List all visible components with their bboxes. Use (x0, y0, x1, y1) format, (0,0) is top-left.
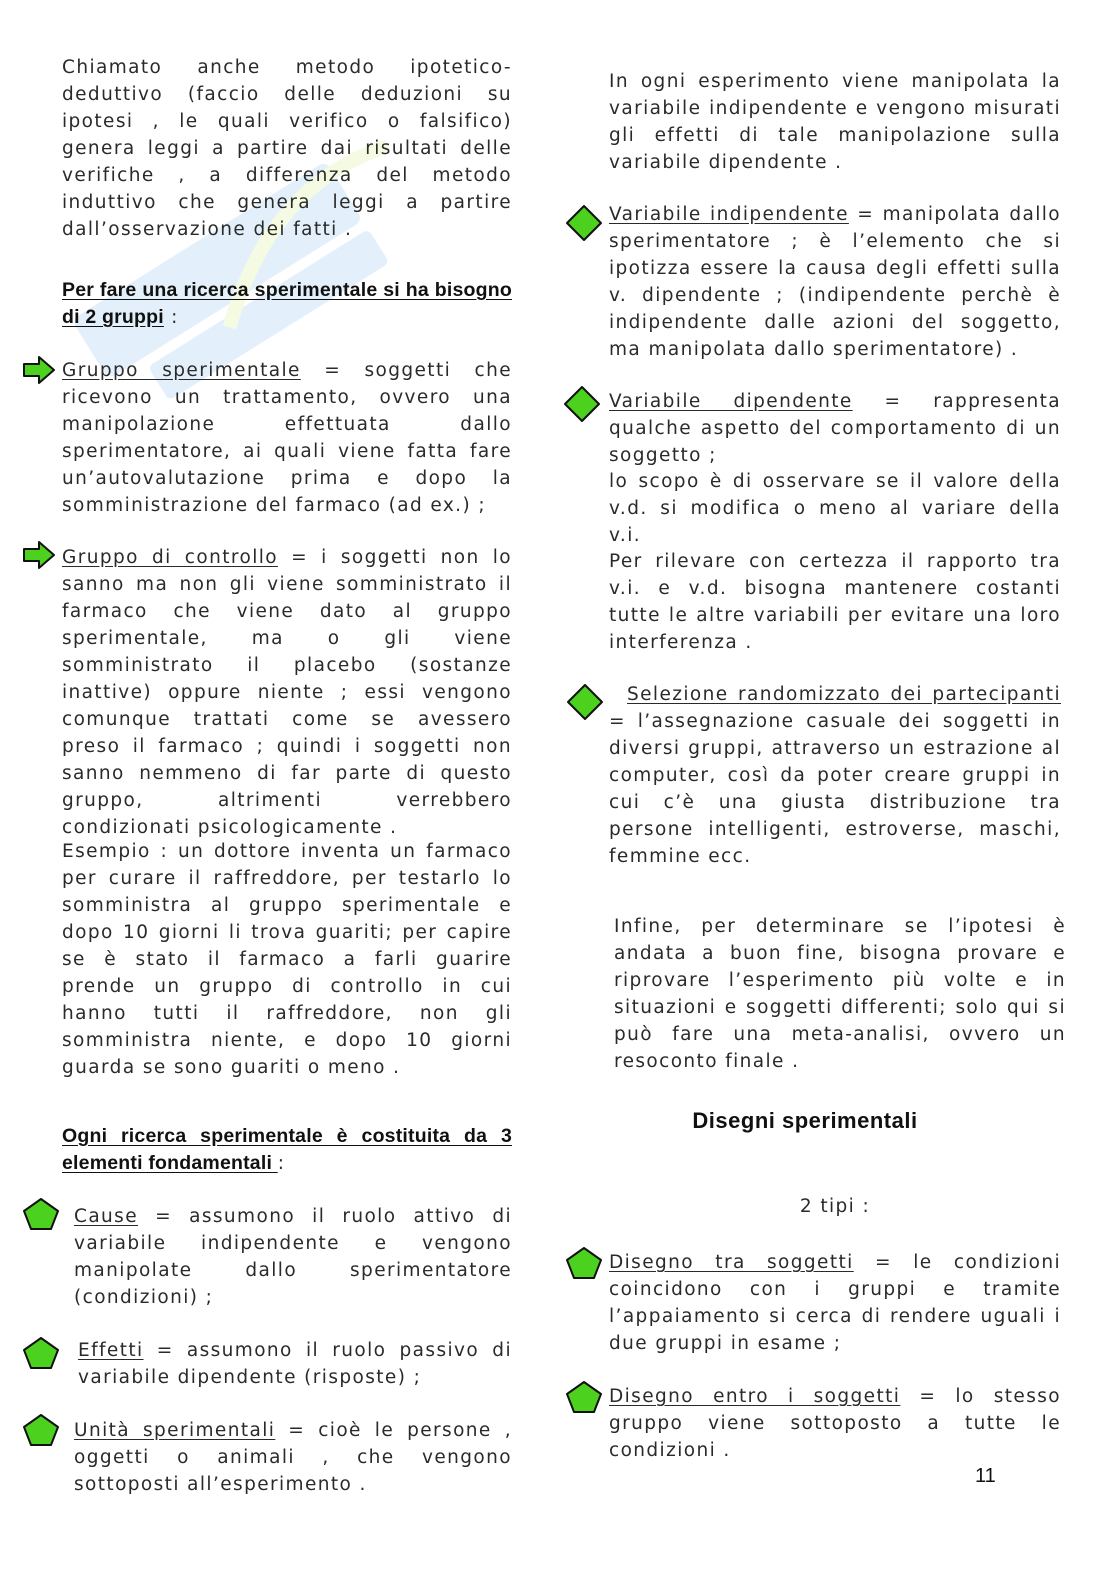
within-subjects-item: Disegno entro i soggetti = lo stesso gruppo viene sottoposto a tutte le condizioni . (609, 1386, 1061, 1461)
cause-item: Cause = assumono il ruolo attivo di variabile indipendente e vengono manipolate dallo sperimentatore (condizioni) ; (74, 1206, 512, 1308)
relation-paragraph: Per rilevare con certezza il rapporto tra v.i. e v.d. bisogna mantenere costanti tutte le altre variabili per evitare una loro interferenza . (609, 551, 1061, 653)
units-item: Unità sperimentali = cioè le persone , oggetti o animali , che vengono sottoposti all’esperimento . (74, 1420, 512, 1495)
arrow-bullet-icon (22, 540, 56, 570)
pentagon-bullet-icon (22, 1336, 60, 1370)
example-paragraph: Esempio : un dottore inventa un farmaco per curare il raffreddore, per testarlo lo somministra al gruppo sperimentale e dopo 10 giorni li trova guariti; per capire se è stato il farmaco a farli guarire prende un gruppo di controllo in cui hanno tutti il raffreddore, non gli somministra niente, e dopo 10 giorni guarda se sono guariti o meno . (62, 841, 512, 1078)
effects-term: Effetti (78, 1340, 144, 1361)
pentagon-bullet-icon (565, 1246, 603, 1280)
diamond-bullet-icon (565, 204, 603, 242)
between-subjects-term: Disegno tra soggetti (609, 1252, 854, 1273)
conclusion-paragraph: Infine, per determinare se l’ipotesi è andata a buon fine, bisogna provare e riprovare l’esperimento più volte e in situazioni e soggetti differenti; solo qui si può fare una meta-analisi, ovvero un resoconto finale . (614, 916, 1066, 1072)
between-subjects-item: Disegno tra soggetti = le condizioni coincidono con i gruppi e tramite l’appaiamento si cerca di rendere uguali i due gruppi in esame ; (609, 1252, 1062, 1354)
independent-variable-term: Variabile indipendente (609, 204, 849, 225)
section-title: Disegni sperimentali (692, 1108, 918, 1133)
experimental-group-term: Gruppo sperimentale (62, 360, 301, 381)
types-label: 2 tipi : (799, 1196, 871, 1217)
pentagon-bullet-icon (22, 1197, 60, 1231)
manipulation-paragraph: In ogni esperimento viene manipolata la variabile indipendente e vengono misurati gli effetti di tale manipolazione sulla variabile dipendente . (609, 71, 1061, 173)
intro-paragraph: Chiamato anche metodo ipotetico-deduttivo (faccio delle deduzioni su ipotesi , le quali verifico o falsifico) genera leggi a partire dai risultati delle verifiche , a differenza del metodo induttivo che genera leggi a partire dall’osservazione dei fatti . (62, 57, 512, 240)
elements-heading: Ogni ricerca sperimentale è costituita da 3 elementi fondamentali : (62, 1125, 512, 1174)
independent-variable-item: Variabile indipendente = manipolata dallo sperimentatore ; è l’elemento che si ipotizza essere la causa degli effetti sulla v. dipendente ; (indipendente perchè è indipendente dalle azioni del soggetto, ma manipolata dallo sperimentatore) . (609, 204, 1061, 360)
control-group-item: Gruppo di controllo = i soggetti non lo sanno ma non gli viene somministrato il farmaco che viene dato al gruppo sperimentale, ma o gli viene somministrato il placebo (sostanze inattive) oppure niente ; essi vengono comunque trattati come se avessero preso il farmaco ; quindi i soggetti non sanno nemmeno di far parte di questo gruppo, altrimenti verrebbero condizionati psicologicamente . (62, 547, 512, 838)
dependent-variable-item: Variabile dipendente = rappresenta qualche aspetto del comportamento di un soggetto ; (609, 391, 1061, 466)
pentagon-bullet-icon (565, 1380, 603, 1414)
experimental-group-item: Gruppo sperimentale = soggetti che ricevono un trattamento, ovvero una manipolazione effettuata dallo sperimentatore, ai quali viene fatta fare un’autovalutazione prima e dopo la somministrazione del farmaco (ad ex.) ; (62, 360, 512, 516)
page-number: 11 (975, 1465, 996, 1487)
effects-item: Effetti = assumono il ruolo passivo di variabile dipendente (risposte) ; (78, 1340, 512, 1388)
within-subjects-term: Disegno entro i soggetti (609, 1386, 901, 1407)
groups-heading: Per fare una ricerca sperimentale si ha bisogno di 2 gruppi : (62, 279, 512, 328)
units-term: Unità sperimentali (74, 1420, 276, 1441)
control-group-term: Gruppo di controllo (62, 547, 278, 568)
cause-term: Cause (74, 1206, 138, 1227)
diamond-bullet-icon (563, 385, 601, 423)
arrow-bullet-icon (22, 355, 56, 385)
diamond-bullet-icon (566, 683, 604, 721)
random-selection-term: Selezione randomizzato dei partecipanti (627, 684, 1061, 705)
scope-paragraph: lo scopo è di osservare se il valore della v.d. si modifica o meno al variare della v.i. (609, 471, 1061, 546)
dependent-variable-term: Variabile dipendente (609, 391, 853, 412)
pentagon-bullet-icon (22, 1413, 60, 1447)
random-selection-item: Selezione randomizzato dei partecipanti = l’assegnazione casuale dei soggetti in diversi gruppi, attraverso un estrazione al computer, così da poter creare gruppi in cui c’è una giusta distribuzione tra persone intelligenti, estroverse, maschi, femmine ecc. (609, 684, 1061, 867)
